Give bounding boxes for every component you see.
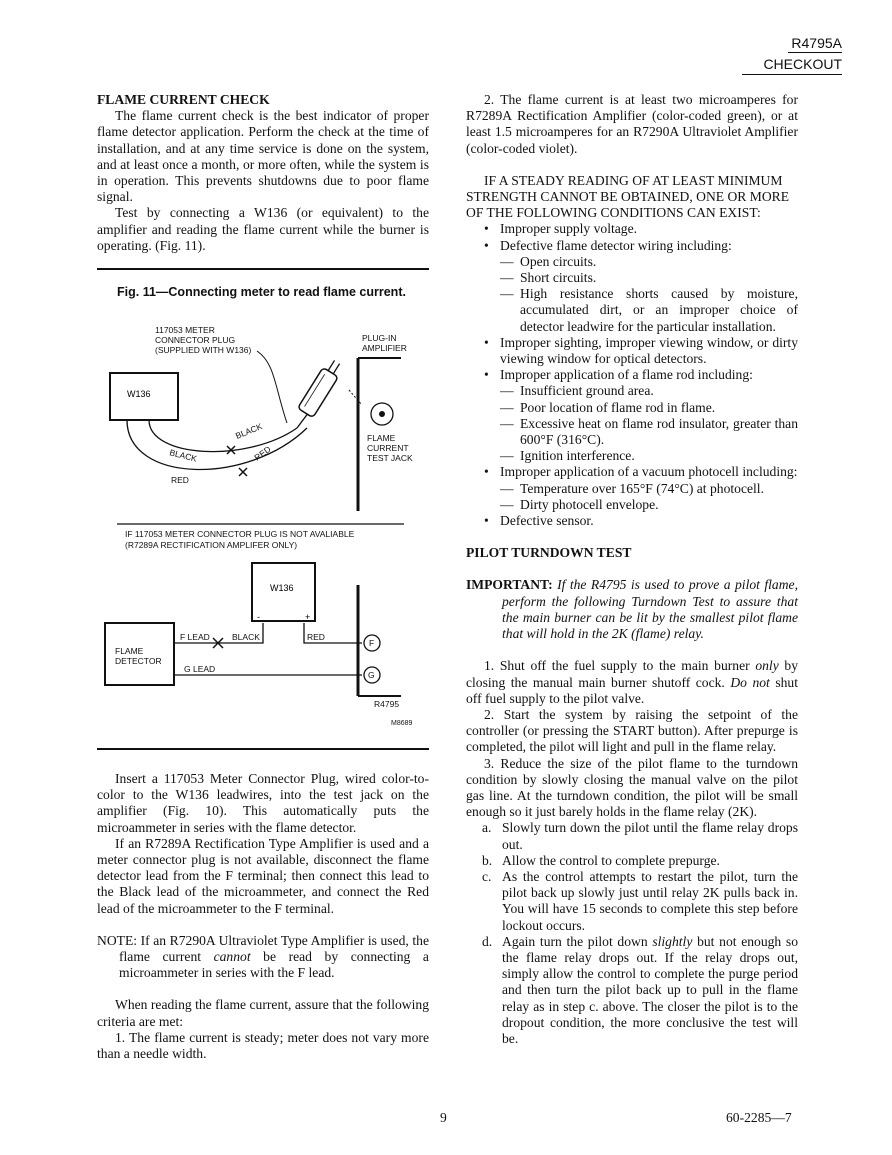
list-item: • Defective flame detector wiring including: — Open circuits. — Short circuits. — High resistance shorts caused by moisture, accumulated dirt, or an improper choice of detector leadwire for the particular installation. (482, 238, 798, 335)
list-item: b. Allow the control to complete prepurge. (482, 852, 720, 868)
note-paragraph: NOTE: If an R7290A Ultraviolet Type Amplifier is used, the flame current cannot be read by connecting a microammeter in series with the F lead. (97, 932, 429, 981)
amp-label-1: PLUG-IN (362, 333, 397, 343)
doc-code: 60-2285—7 (726, 1110, 792, 1125)
meter-label: W136 (127, 389, 151, 399)
step-3: 3. Reduce the size of the pilot flame to the turndown condition by slowly closing the manual valve on the pilot gas line. At the turndown condition, the pilot will be small enough so it just barely holds in the flame relay (2K). (466, 755, 798, 820)
left-column-bottom (97, 771, 429, 1062)
paragraph: The flame current check is the best indicator of proper flame detector application. Perform the check at the time of installation, and at any time service is done on the system, and at least once a month, or more often, while the system is in operation. This prevents shutdowns due to poor flame signal. (97, 108, 429, 205)
red-wire (127, 420, 307, 469)
important-paragraph: IMPORTANT: If the R4795 is used to prove a pilot flame, perform the following Turndown Test to assure that the main burner can be lit by the smallest pilot flame that will hold in the 2K (flame) relay. (466, 577, 798, 642)
list-item: a. Slowly turn down the pilot until the flame relay drops out. (482, 820, 798, 852)
wiring-diagram (97, 318, 429, 738)
connector-plug (298, 357, 345, 417)
page-number: 9 (440, 1110, 447, 1125)
list-item: — High resistance shorts caused by moisture, accumulated dirt, or an improper choice of detector leadwire for the particular installation. (500, 286, 798, 334)
list-item: — Open circuits. (500, 253, 597, 269)
black-label-upper: BLACK (234, 421, 264, 441)
section-heading-pilot-turndown: PILOT TURNDOWN TEST (466, 545, 632, 561)
jack-label-2: CURRENT (367, 443, 409, 453)
step-2: 2. Start the system by raising the setpoint of the controller (or pressing the START button). After prepurge is completed, the pilot will light and pull in the flame relay. (466, 706, 798, 755)
detector-label-1: FLAME (115, 646, 144, 656)
figure-rule-top (97, 268, 429, 270)
list-item: — Insufficient ground area. (500, 383, 654, 399)
list-item: • Improper sighting, improper viewing window, or dirty viewing window for optical detectors. (482, 335, 798, 367)
paragraph: Test by connecting a W136 (or equivalent) to the amplifier and reading the flame current while the burner is operating. (Fig. 11). (97, 205, 429, 253)
section-title: CHECKOUT (763, 56, 842, 72)
device-label: R4795 (374, 699, 400, 709)
figure-rule-bottom (97, 748, 429, 750)
paragraph: If an R7289A Rectification Type Amplifier is used and a meter connector plug is not available, disconnect the flame detector lead from the F terminal; then connect this lead to the Black lead of the microammeter, and connect the Red lead of the microammeter to the F terminal. (97, 835, 429, 916)
conditions-list (482, 221, 798, 529)
doc-number: R4795A (791, 35, 842, 51)
list-item: — Dirty photocell envelope. (500, 496, 659, 512)
substeps-list (466, 820, 798, 1047)
amp-label-2: AMPLIFIER (362, 343, 407, 353)
header-rule-bottom (742, 74, 842, 75)
plug-label-3: (SUPPLIED WITH W136) (155, 345, 252, 355)
jack-label-1: FLAME (367, 433, 396, 443)
figure-caption: Fig. 11—Connecting meter to read flame current. (117, 285, 406, 299)
red-label-bottom: RED (307, 632, 325, 642)
plug-label-1: 117053 METER (155, 325, 215, 335)
note-line-1: IF 117053 METER CONNECTOR PLUG IS NOT AVALIABLE (125, 529, 355, 539)
list-item: • Improper application of a vacuum photocell including: — Temperature over 165°F (74°C) at photocell. — Dirty photocell envelope. (482, 464, 798, 513)
f-lead-label: F LEAD (180, 632, 210, 642)
section-heading-flame-current: FLAME CURRENT CHECK (97, 92, 270, 107)
paragraph: 2. The flame current is at least two microamperes for R7289A Rectification Amplifier (color-coded green), or at least 1.5 microamperes for an R7290A Ultraviolet Amplifier (color-coded violet). (466, 92, 798, 156)
list-item: c. As the control attempts to restart the pilot, turn the pilot back up slowly just until relay 2K pulls back in. You will have 15 seconds to complete this step before lockout occurs. (482, 868, 798, 933)
note-line-2: (R7289A RECTIFICATION AMPLIFER ONLY) (125, 540, 298, 550)
paragraph: 1. The flame current is steady; meter does not vary more than a needle width. (97, 1029, 429, 1062)
red-label-lower: RED (171, 475, 189, 485)
list-item: • Improper supply voltage. (482, 221, 798, 237)
detector-label-2: DETECTOR (115, 656, 162, 666)
list-item: — Short circuits. (500, 270, 597, 286)
plus-sign: + (305, 612, 311, 622)
g-terminal: G (368, 670, 375, 680)
black-label-bottom: BLACK (232, 632, 260, 642)
paragraph: Insert a 117053 Meter Connector Plug, wired color-to-color to the W136 leadwires, into the test jack on the amplifier (Fig. 10). This automatically puts the microammeter in series with the flame detector. (97, 771, 429, 835)
figure-code: M8689 (391, 720, 413, 727)
list-item: • Defective sensor. (482, 513, 798, 529)
list-item: — Poor location of flame rod in flame. (500, 399, 716, 415)
minus-sign: - (257, 612, 260, 622)
list-item: — Excessive heat on flame rod insulator, greater than 600°F (316°C). (500, 415, 798, 448)
jack-label-3: TEST JACK (367, 453, 413, 463)
right-column (466, 92, 798, 1047)
list-item: — Temperature over 165°F (74°C) at photocell. (500, 480, 764, 496)
header-rule-top (788, 52, 842, 53)
meter-label-bottom: W136 (270, 583, 294, 593)
list-item: • Improper application of a flame rod including: — Insufficient ground area. — Poor location of flame rod in flame. — Excessive heat on flame rod insulator, greater than 600°F (316°C). — Ignition interference. (482, 367, 798, 464)
plug-label-2: CONNECTOR PLUG (155, 335, 236, 345)
caps-paragraph: IF A STEADY READING OF AT LEAST MINIMUM STRENGTH CANNOT BE OBTAINED, ONE OR MORE OF THE FOLLOWING CONDITIONS CAN EXIST: (466, 172, 790, 221)
black-label-lower: BLACK (168, 447, 198, 464)
paragraph: When reading the flame current, assure that the following criteria are met: (97, 997, 429, 1029)
red-label-upper: RED (252, 443, 273, 463)
g-lead-label: G LEAD (184, 664, 216, 674)
f-terminal: F (369, 638, 375, 648)
list-item: — Ignition interference. (500, 448, 635, 464)
list-item: d. Again turn the pilot down slightly but not enough so the flame relay drops out. If the relay drops out, simply allow the control to complete the purge period and then turn the pilot back up to pull in the flame relay as in step c. above. The closer the pilot is to the dropout condition, the more conclusive the test will be. (482, 933, 799, 1046)
left-column-top (97, 92, 429, 254)
step-1: 1. Shut off the fuel supply to the main burner only by closing the manual main burner shutoff cock. Do not shut off fuel supply to the pilot valve. (466, 658, 799, 706)
